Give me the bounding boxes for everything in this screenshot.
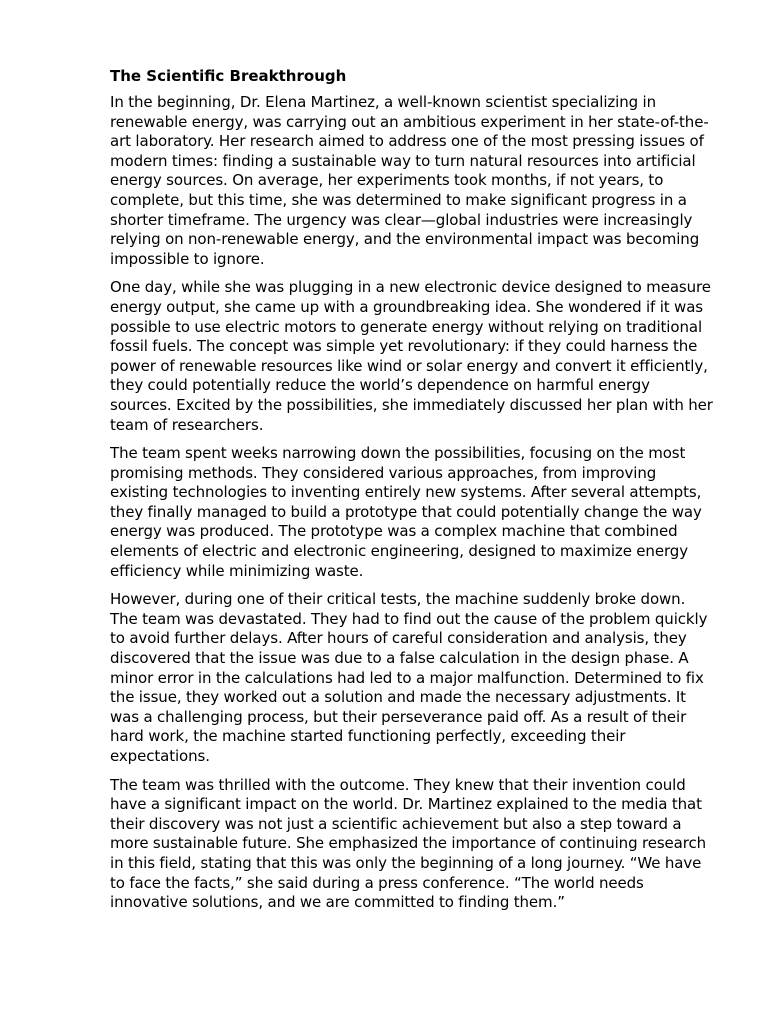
document-page: [110, 66, 714, 922]
paragraph: The team spent weeks narrowing down the possibilities, focusing on the most promising methods. They considered various approaches, from improving existing technologies to inventing entirely new systems. After several attempts, they finally managed to build a prototype that could potentially change the way energy was produced. The prototype was a complex machine that combined elements of electric and electronic engineering, designed to maximize energy efficiency while minimizing waste.: [110, 444, 702, 580]
document-title: The Scientific Breakthrough: [110, 67, 347, 85]
paragraph: In the beginning, Dr. Elena Martinez, a well-known scientist specializing in renewable energy, was carrying out an ambitious experiment in her state-of-the-art laboratory. Her research aimed to address one of the most pressing issues of modern times: finding a sustainable way to turn natural resources into artificial energy sources. On average, her experiments took months, if not years, to complete, but this time, she was determined to make significant progress in a shorter timeframe. The urgency was clear—global industries were increasingly relying on non-renewable energy, and the environmental impact was becoming impossible to ignore.: [110, 93, 709, 268]
paragraph: The team was thrilled with the outcome. They knew that their invention could have a significant impact on the world. Dr. Martinez explained to the media that their discovery was not just a scientific achievement but also a step toward a more sustainable future. She emphasized the importance of continuing research in this field, stating that this was only the beginning of a long journey. “We have to face the facts,” she said during a press conference. “The world needs innovative solutions, and we are committed to finding them.”: [110, 775, 707, 912]
paragraph: However, during one of their critical tests, the machine suddenly broke down. The team was devastated. They had to find out the cause of the problem quickly to avoid further delays. After hours of careful consideration and analysis, they discovered that the issue was due to a false calculation in the design phase. A minor error in the calculations had led to a major malfunction. Determined to fix the issue, they worked out a solution and made the necessary adjustments. It was a challenging process, but their perseverance paid off. As a result of their hard work, the machine started functioning perfectly, exceeding their expectations.: [110, 590, 708, 765]
paragraph: One day, while she was plugging in a new electronic device designed to measure energy output, she came up with a groundbreaking idea. She wondered if it was possible to use electric motors to generate energy without relying on traditional fossil fuels. The concept was simple yet revolutionary: if they could harness the power of renewable resources like wind or solar energy and convert it efficiently, they could potentially reduce the world’s dependence on harmful energy sources. Excited by the possibilities, she immediately discussed her plan with her team of researchers.: [110, 278, 713, 434]
